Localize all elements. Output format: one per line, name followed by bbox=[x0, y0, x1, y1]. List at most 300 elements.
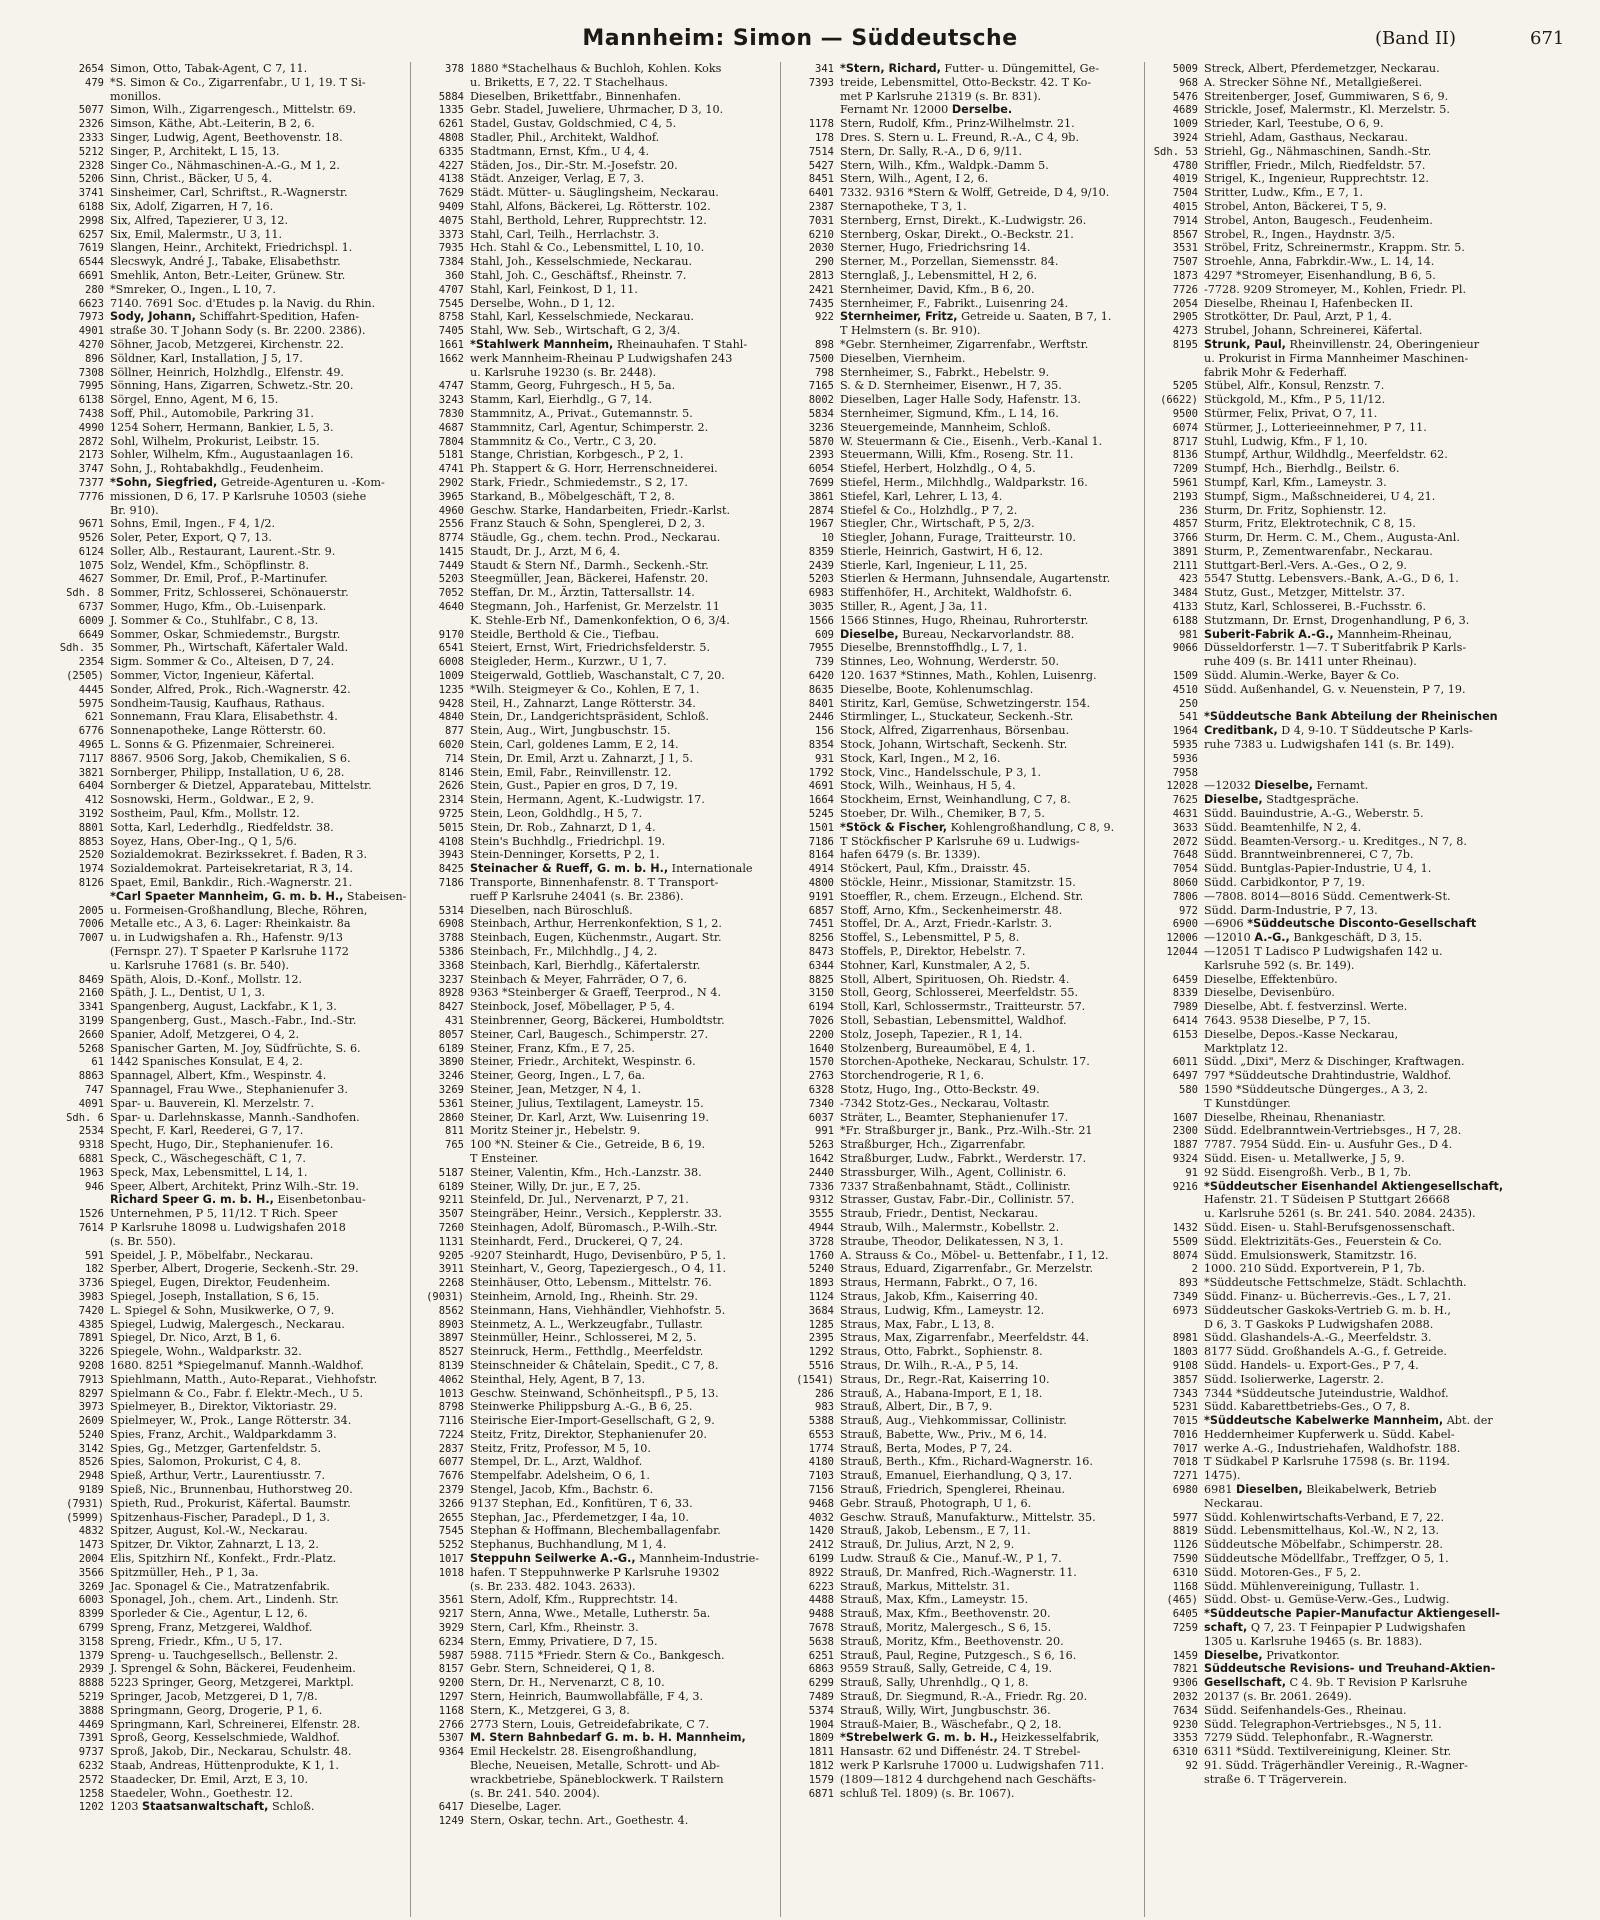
phone-number: 981 bbox=[1179, 628, 1198, 641]
directory-entry bbox=[52, 1414, 408, 1428]
directory-entry bbox=[52, 1180, 408, 1194]
entry-text: Stierlen & Hermann, Juhnsendale, Augartenstr. bbox=[840, 572, 1111, 586]
bold-entry-name: Süddeutsche Revisions- und Treuhand-Aktien- bbox=[1204, 1662, 1496, 1676]
entry-text: Stahl, Joh. C., Geschäftsf., Rheinstr. 7. bbox=[470, 268, 687, 282]
directory-entry bbox=[52, 1249, 408, 1263]
directory-entry bbox=[412, 1731, 778, 1745]
phone-number: 7891 bbox=[78, 1332, 104, 1345]
entry-text: Sonnemann, Frau Klara, Elisabethstr. 4. bbox=[110, 710, 338, 724]
directory-entry bbox=[1146, 1442, 1600, 1456]
entry-text: T Kunstdünger. bbox=[1204, 1096, 1291, 1110]
entry-text: Dieselbe, Abt. f. festverzinsl. Werte. bbox=[1204, 1000, 1408, 1014]
phone-number: 6335 bbox=[438, 145, 464, 158]
phone-number: 2173 bbox=[78, 449, 104, 462]
entry-text: Stoffel, Dr. A., Arzt, Friedr.-Karlstr. 3. bbox=[840, 917, 1053, 931]
bold-entry-name: *Süddeutsche Disconto-Gesellschaft bbox=[1247, 917, 1477, 931]
entry-text: *Strebelwerk G. m. b. H., Heizkesselfabrik, bbox=[840, 1731, 1100, 1745]
entry-text: Spitzer, Dr. Viktor, Zahnarzt, L 13, 2. bbox=[110, 1538, 319, 1552]
phone-number: 12006 bbox=[1166, 932, 1198, 945]
directory-entry bbox=[52, 641, 408, 655]
entry-text: —12032 Dieselbe, Fernamt. bbox=[1204, 779, 1369, 793]
directory-entry bbox=[52, 366, 408, 380]
directory-entry bbox=[782, 1621, 1142, 1635]
directory-entry bbox=[412, 807, 778, 821]
directory-entry bbox=[412, 1566, 778, 1580]
entry-text: Spangenberg, August, Lackfabr., K 1, 3. bbox=[110, 1000, 337, 1014]
phone-number: 4270 bbox=[78, 338, 104, 351]
entry-text: Stierle, Karl, Ingenieur, L 11, 25. bbox=[840, 558, 1028, 572]
directory-entry bbox=[412, 1318, 778, 1332]
entry-text: Sporleder & Cie., Agentur, L 12, 6. bbox=[110, 1607, 308, 1621]
phone-number: 8774 bbox=[438, 532, 464, 545]
directory-entry bbox=[412, 1400, 778, 1414]
phone-number: 7006 bbox=[78, 918, 104, 931]
directory-entry bbox=[782, 1538, 1142, 1552]
directory-entry bbox=[52, 1593, 408, 1607]
phone-number: 7186 bbox=[808, 835, 834, 848]
directory-entry bbox=[782, 835, 1142, 849]
directory-entry bbox=[412, 1235, 778, 1249]
entry-text: 5547 Stuttg. Lebensvers.-Bank, A.-G., D 6, 1. bbox=[1204, 572, 1459, 586]
phone-number: 1566 bbox=[808, 614, 834, 627]
phone-number: 4133 bbox=[1172, 601, 1198, 614]
directory-entry bbox=[782, 490, 1142, 504]
directory-entry bbox=[412, 1014, 778, 1028]
phone-number: 8928 bbox=[438, 987, 464, 1000]
phone-number: 1607 bbox=[1172, 1111, 1198, 1124]
directory-entry bbox=[782, 1000, 1142, 1014]
phone-number: 8354 bbox=[808, 739, 834, 752]
phone-number: 3158 bbox=[78, 1635, 104, 1648]
entry-text: Strauß, Berth., Kfm., Richard-Wagnerstr. 16. bbox=[840, 1455, 1093, 1469]
directory-entry bbox=[412, 1290, 778, 1304]
entry-text: Stückgold, M., Kfm., P 5, 11/12. bbox=[1204, 393, 1386, 407]
phone-number: 8635 bbox=[808, 683, 834, 696]
entry-text: Sostheim, Paul, Kfm., Mollstr. 12. bbox=[110, 807, 300, 821]
directory-entry bbox=[782, 310, 1142, 324]
entry-text: Spitzer, August, Kol.-W., Neckarau. bbox=[110, 1524, 308, 1538]
directory-entry bbox=[1146, 283, 1600, 297]
directory-entry bbox=[52, 1387, 408, 1401]
phone-number: 6299 bbox=[808, 1677, 834, 1690]
directory-entry bbox=[52, 1069, 408, 1083]
directory-entry bbox=[782, 586, 1142, 600]
directory-entry bbox=[782, 1124, 1142, 1138]
entry-text: Sommer, Victor, Ingenieur, Käfertal. bbox=[110, 669, 315, 683]
entry-text: Dieselbe, Boote, Kohlenumschlag. bbox=[840, 682, 1034, 696]
directory-entry bbox=[52, 1718, 408, 1732]
phone-number: 7913 bbox=[78, 1373, 104, 1386]
phone-number: 7377 bbox=[78, 476, 104, 489]
phone-number: 2440 bbox=[808, 1166, 834, 1179]
directory-entry bbox=[1146, 669, 1600, 683]
phone-number: 5205 bbox=[1172, 380, 1198, 393]
entry-text: Sturm, P., Zementwarenfabr., Neckarau. bbox=[1204, 544, 1433, 558]
entry-text: Stadler, Phil., Architekt, Waldhof. bbox=[470, 130, 660, 144]
phone-number: 609 bbox=[815, 628, 834, 641]
entry-text: Stadel, Gustav, Goldschmied, C 4, 5. bbox=[470, 117, 677, 131]
phone-number: 2412 bbox=[808, 1539, 834, 1552]
phone-number: 8981 bbox=[1172, 1332, 1198, 1345]
entry-text: Stern, Heinrich, Baumwollabfälle, F 4, 3. bbox=[470, 1690, 704, 1704]
phone-number: 5015 bbox=[438, 821, 464, 834]
phone-number: 541 bbox=[1179, 711, 1198, 724]
directory-entry bbox=[1146, 1538, 1600, 1552]
directory-entry bbox=[412, 600, 778, 614]
directory-entry bbox=[1146, 200, 1600, 214]
phone-number: 9324 bbox=[1172, 1152, 1198, 1165]
phone-number: 5509 bbox=[1172, 1235, 1198, 1248]
directory-entry bbox=[782, 738, 1142, 752]
phone-number: 3911 bbox=[438, 1263, 464, 1276]
directory-entry bbox=[1146, 1773, 1600, 1787]
phone-number: 4944 bbox=[808, 1221, 834, 1234]
phone-number: 1803 bbox=[1172, 1346, 1198, 1359]
entry-text: Sinsheimer, Carl, Schriftst., R.-Wagnerstr. bbox=[110, 186, 348, 200]
entry-text: Düsseldorferstr. 1—7. T Suberitfabrik P Karls- bbox=[1204, 641, 1467, 655]
entry-text: Straus, Otto, Fabrkt., Sophienstr. 8. bbox=[840, 1345, 1043, 1359]
entry-text: *Sohn, Siegfried, Getreide-Agenturen u. -Kom- bbox=[110, 475, 385, 489]
directory-entry bbox=[1146, 1483, 1600, 1497]
directory-entry bbox=[782, 76, 1142, 90]
entry-text: Stein, Emil, Fabr., Reinvillenstr. 12. bbox=[470, 765, 672, 779]
entry-text: Stahl, Berthold, Lehrer, Rupprechtstr. 12. bbox=[470, 213, 707, 227]
entry-text: -7728. 9209 Stromeyer, M., Kohlen, Friedr. Pl. bbox=[1204, 282, 1467, 296]
directory-entry bbox=[782, 1055, 1142, 1069]
directory-entry bbox=[1146, 131, 1600, 145]
phone-number: 1459 bbox=[1172, 1649, 1198, 1662]
entry-text: Singer Co., Nähmaschinen-A.-G., M 1, 2. bbox=[110, 158, 340, 172]
directory-entry bbox=[782, 614, 1142, 628]
directory-entry bbox=[1146, 1124, 1600, 1138]
phone-number: 9312 bbox=[808, 1194, 834, 1207]
directory-entry bbox=[782, 1414, 1142, 1428]
entry-text bbox=[1204, 1607, 1500, 1620]
directory-entry bbox=[412, 1262, 778, 1276]
directory-entry bbox=[412, 628, 778, 642]
entry-text: Specht, Hugo, Dir., Stephanienufer. 16. bbox=[110, 1138, 334, 1152]
directory-entry bbox=[782, 379, 1142, 393]
entry-text: Soyez, Hans, Ober-Ing., Q 1, 5/6. bbox=[110, 834, 297, 848]
directory-entry bbox=[52, 407, 408, 421]
phone-number: 898 bbox=[815, 338, 834, 351]
bold-entry-name: Dieselben, bbox=[1236, 1483, 1303, 1497]
entry-text: Springmann, Georg, Drogerie, P 1, 6. bbox=[110, 1703, 323, 1717]
directory-entry bbox=[782, 1083, 1142, 1097]
phone-number: 423 bbox=[1179, 573, 1198, 586]
directory-entry bbox=[52, 793, 408, 807]
phone-number: 6020 bbox=[438, 739, 464, 752]
entry-text: Spangenberg, Gust., Masch.-Fabr., Ind.-Str. bbox=[110, 1013, 357, 1027]
phone-number: 4800 bbox=[808, 877, 834, 890]
phone-number: 5374 bbox=[808, 1704, 834, 1717]
directory-entry bbox=[412, 1359, 778, 1373]
entry-text: 92 Südd. Eisengroßh. Verb., B 1, 7b. bbox=[1204, 1165, 1412, 1179]
entry-text: Südd. Isolierwerke, Lagerstr. 2. bbox=[1204, 1372, 1384, 1386]
phone-number: 3507 bbox=[438, 1208, 464, 1221]
phone-number: 8399 bbox=[78, 1608, 104, 1621]
phone-number: 7914 bbox=[1172, 214, 1198, 227]
entry-text: Steiner, Friedr., Architekt, Wespinstr. 6. bbox=[470, 1055, 696, 1069]
phone-number: 1570 bbox=[808, 1056, 834, 1069]
entry-text: Straus, Ludwig, Kfm., Lameystr. 12. bbox=[840, 1303, 1045, 1317]
directory-entry bbox=[52, 835, 408, 849]
phone-number: 8425 bbox=[438, 863, 464, 876]
directory-entry bbox=[52, 1207, 408, 1221]
directory-entry bbox=[1146, 1097, 1600, 1111]
directory-entry bbox=[782, 1635, 1142, 1649]
phone-number: 6649 bbox=[78, 628, 104, 641]
directory-entry bbox=[52, 90, 408, 104]
entry-text: Söllner, Heinrich, Holzhdlg., Elfenstr. 49. bbox=[110, 365, 344, 379]
entry-text: Südd. „Dixi", Merz & Dischinger, Kraftwagen. bbox=[1204, 1055, 1465, 1069]
entry-text: 7332. 9316 *Stern & Wolff, Getreide, D 4, 9/10. bbox=[840, 186, 1110, 200]
phone-number: (6622) bbox=[1160, 394, 1198, 407]
entry-text: Solz, Wendel, Kfm., Schöpflinstr. 8. bbox=[110, 558, 310, 572]
phone-number: 7514 bbox=[808, 145, 834, 158]
entry-text: 8867. 9506 Sorg, Jakob, Chemikalien, S 6. bbox=[110, 751, 351, 765]
entry-text: Stempel, Dr. L., Arzt, Waldhof. bbox=[470, 1455, 643, 1469]
entry-text: Creditbank, D 4, 9-10. T Süddeutsche P Karls- bbox=[1204, 724, 1473, 738]
phone-number: 6189 bbox=[438, 1180, 464, 1193]
phone-number: 5975 bbox=[78, 697, 104, 710]
phone-number: 9211 bbox=[438, 1194, 464, 1207]
bold-entry-name: Dieselbe, bbox=[1204, 1648, 1263, 1662]
entry-text: Stohner, Karl, Kunstmaler, A 2, 5. bbox=[840, 958, 1031, 972]
phone-number: 8819 bbox=[1172, 1525, 1198, 1538]
directory-entry bbox=[52, 476, 408, 490]
phone-number: 1432 bbox=[1172, 1221, 1198, 1234]
phone-number: 6973 bbox=[1172, 1304, 1198, 1317]
directory-entry bbox=[1146, 1718, 1600, 1732]
directory-entry bbox=[782, 103, 1142, 117]
directory-entry bbox=[52, 1649, 408, 1663]
directory-entry bbox=[412, 1276, 778, 1290]
entry-text: Sommer, Dr. Emil, Prof., P.-Martinufer. bbox=[110, 572, 328, 586]
entry-text: Dieselbe, Devisenbüro. bbox=[1204, 986, 1335, 1000]
directory-entry bbox=[1146, 407, 1600, 421]
directory-entry bbox=[782, 435, 1142, 449]
directory-entry bbox=[1146, 1207, 1600, 1221]
phone-number: 621 bbox=[85, 711, 104, 724]
directory-entry bbox=[1146, 959, 1600, 973]
directory-entry bbox=[1146, 614, 1600, 628]
phone-number: 1662 bbox=[438, 352, 464, 365]
entry-text: Sterner, M., Porzellan, Siemensstr. 84. bbox=[840, 255, 1059, 269]
directory-entry bbox=[782, 793, 1142, 807]
phone-number: 765 bbox=[445, 1139, 464, 1152]
entry-text: 1305 u. Karlsruhe 19465 (s. Br. 1883). bbox=[1204, 1634, 1423, 1648]
entry-text: Strasser, Gustav, Fabr.-Dir., Collinistr. 57. bbox=[840, 1193, 1075, 1207]
entry-text: (s. Br. 241. 540. 2004). bbox=[470, 1786, 600, 1800]
phone-number: 8853 bbox=[78, 835, 104, 848]
directory-entry bbox=[1146, 1373, 1600, 1387]
phone-number: 2395 bbox=[808, 1332, 834, 1345]
entry-text: Sohler, Wilhelm, Kfm., Augustaanlagen 16. bbox=[110, 448, 354, 462]
phone-number: 1642 bbox=[808, 1152, 834, 1165]
entry-text: Dieselbe, Brennstoffhdlg., L 7, 1. bbox=[840, 641, 1028, 655]
entry-text: S. & D. Sternheimer, Eisenwr., H 7, 35. bbox=[840, 379, 1062, 393]
directory-entry bbox=[782, 1745, 1142, 1759]
phone-number: 6077 bbox=[438, 1456, 464, 1469]
phone-number: 4832 bbox=[78, 1525, 104, 1538]
phone-number: 9409 bbox=[438, 200, 464, 213]
directory-entry bbox=[1146, 145, 1600, 159]
directory-entry bbox=[52, 393, 408, 407]
phone-number: 4180 bbox=[808, 1456, 834, 1469]
entry-text: 4297 *Stromeyer, Eisenhandlung, B 6, 5. bbox=[1204, 268, 1436, 282]
directory-entry bbox=[52, 103, 408, 117]
phone-number: 6210 bbox=[808, 228, 834, 241]
entry-text: *Fr. Straßburger jr., Bank., Prz.-Wilh.-Str. 21 bbox=[840, 1124, 1093, 1138]
phone-number: 6737 bbox=[78, 601, 104, 614]
phone-number: 2200 bbox=[808, 1028, 834, 1041]
directory-entry bbox=[52, 131, 408, 145]
entry-text: Stahl, Ww. Seb., Wirtschaft, G 2, 3/4. bbox=[470, 324, 681, 338]
phone-number: 9364 bbox=[438, 1746, 464, 1759]
entry-text: Speck, Max, Lebensmittel, L 14, 1. bbox=[110, 1165, 308, 1179]
phone-number: 4990 bbox=[78, 421, 104, 434]
phone-number: 1075 bbox=[78, 559, 104, 572]
entry-text: Stock, Karl, Ingen., M 2, 16. bbox=[840, 751, 1001, 765]
phone-number: 7438 bbox=[78, 407, 104, 420]
directory-entry bbox=[782, 1428, 1142, 1442]
entry-text: Speer, Albert, Architekt, Prinz Wilh.-Str. 19. bbox=[110, 1179, 359, 1193]
phone-number: 182 bbox=[85, 1263, 104, 1276]
directory-entry bbox=[412, 559, 778, 573]
entry-text: Sternheimer, Fritz, Getreide u. Saaten, B 7, 1. bbox=[840, 310, 1112, 324]
entry-text: Straube, Theodor, Delikatessen, N 3, 1. bbox=[840, 1234, 1064, 1248]
bold-entry-name: Dieselbe, bbox=[1204, 793, 1263, 807]
entry-text: Steegmüller, Jean, Bäckerei, Hafenstr. 20. bbox=[470, 572, 709, 586]
entry-text: Speidel, J. P., Möbelfabr., Neckarau. bbox=[110, 1248, 314, 1262]
directory-entry bbox=[782, 186, 1142, 200]
directory-entry bbox=[782, 62, 1142, 76]
entry-text: *Carl Spaeter Mannheim, G. m. b. H., Stabeisen- bbox=[110, 889, 407, 903]
directory-entry bbox=[52, 959, 408, 973]
entry-text: 5988. 7115 *Friedr. Stern & Co., Bankgesch. bbox=[470, 1648, 725, 1662]
entry-text: Sozialdemokrat. Parteisekretariat, R 3, 14. bbox=[110, 862, 353, 876]
directory-entry bbox=[782, 393, 1142, 407]
phone-number: 1792 bbox=[808, 766, 834, 779]
phone-number: 5203 bbox=[808, 573, 834, 586]
phone-number: 1526 bbox=[78, 1208, 104, 1221]
entry-text: Stern, Wilh., Kfm., Waldpk.-Damm 5. bbox=[840, 158, 1049, 172]
phone-number: 2160 bbox=[78, 987, 104, 1000]
entry-text: *Gebr. Sternheimer, Zigarrenfabr., Werftstr. bbox=[840, 337, 1089, 351]
directory-entry bbox=[412, 366, 778, 380]
entry-text: Striehl, Gg., Nähmaschinen, Sandh.-Str. bbox=[1204, 144, 1432, 158]
directory-entry bbox=[412, 490, 778, 504]
directory-entry bbox=[52, 1028, 408, 1042]
directory-column-2 bbox=[412, 62, 778, 1828]
phone-number: 6497 bbox=[1172, 1070, 1198, 1083]
directory-entry bbox=[782, 1400, 1142, 1414]
entry-text: Strauß, Max, Kfm., Beethovenstr. 20. bbox=[840, 1607, 1051, 1621]
directory-entry bbox=[52, 504, 408, 518]
phone-number: 4108 bbox=[438, 835, 464, 848]
phone-number: 6011 bbox=[1172, 1056, 1198, 1069]
phone-number: 6908 bbox=[438, 918, 464, 931]
directory-entry bbox=[52, 614, 408, 628]
directory-entry bbox=[52, 517, 408, 531]
entry-text: Strauß, Max, Kfm., Lameystr. 15. bbox=[840, 1593, 1029, 1607]
phone-number: 2655 bbox=[438, 1511, 464, 1524]
directory-entry bbox=[52, 752, 408, 766]
directory-entry bbox=[1146, 1428, 1600, 1442]
directory-entry bbox=[1146, 1580, 1600, 1594]
entry-text: 1442 Spanisches Konsulat, E 4, 2. bbox=[110, 1055, 303, 1069]
phone-number: 1893 bbox=[808, 1277, 834, 1290]
phone-number: 591 bbox=[85, 1249, 104, 1262]
phone-number: 1873 bbox=[1172, 269, 1198, 282]
entry-text: Specht, F. Karl, Reederei, G 7, 17. bbox=[110, 1124, 304, 1138]
entry-text: A. Strauss & Co., Möbel- u. Bettenfabr., I 1, 12. bbox=[840, 1248, 1109, 1262]
phone-number: 9318 bbox=[78, 1139, 104, 1152]
bold-entry-name: *Strebelwerk G. m. b. H., bbox=[840, 1731, 998, 1745]
directory-entry bbox=[52, 297, 408, 311]
directory-entry bbox=[52, 1000, 408, 1014]
entry-text: Südd. Beamtenhilfe, N 2, 4. bbox=[1204, 820, 1362, 834]
phone-number: 5977 bbox=[1172, 1511, 1198, 1524]
entry-text: Südd. Bauindustrie, A.-G., Weberstr. 5. bbox=[1204, 807, 1424, 821]
phone-number: 6188 bbox=[1172, 614, 1198, 627]
phone-number: 7018 bbox=[1172, 1456, 1198, 1469]
phone-number: 1017 bbox=[438, 1553, 464, 1566]
directory-entry bbox=[412, 283, 778, 297]
entry-text: Südd. Buntglas-Papier-Industrie, U 4, 1. bbox=[1204, 862, 1432, 876]
entry-text: Steinhardt, Ferd., Druckerei, Q 7, 24. bbox=[470, 1234, 684, 1248]
directory-entry bbox=[52, 172, 408, 186]
entry-text: Sornberger, Philipp, Installation, U 6, 28. bbox=[110, 765, 345, 779]
phone-number: 5427 bbox=[808, 159, 834, 172]
directory-entry bbox=[1146, 1345, 1600, 1359]
entry-text: Strauß, A., Habana-Import, E 1, 18. bbox=[840, 1386, 1043, 1400]
phone-number: 3353 bbox=[1172, 1732, 1198, 1745]
directory-entry bbox=[1146, 1704, 1600, 1718]
entry-text: Steiner, Julius, Textilagent, Lameystr. 15. bbox=[470, 1096, 704, 1110]
entry-text: Strotkötter, Dr. Paul, Arzt, P 1, 4. bbox=[1204, 310, 1392, 324]
phone-number: 9737 bbox=[78, 1746, 104, 1759]
column-divider bbox=[780, 62, 781, 1917]
directory-entry bbox=[52, 1138, 408, 1152]
entry-text: Gebr. Stern, Schneiderei, Q 1, 8. bbox=[470, 1662, 656, 1676]
directory-entry bbox=[1146, 835, 1600, 849]
directory-entry bbox=[52, 379, 408, 393]
directory-entry bbox=[782, 1262, 1142, 1276]
phone-number: 8157 bbox=[438, 1663, 464, 1676]
entry-text: Spies, Gg., Metzger, Gartenfeldstr. 5. bbox=[110, 1441, 322, 1455]
phone-number: 2998 bbox=[78, 214, 104, 227]
entry-text: Dres. S. Stern u. L. Freund, R.-A., C 4, 9b. bbox=[840, 130, 1080, 144]
phone-number: 290 bbox=[815, 256, 834, 269]
directory-entry bbox=[782, 159, 1142, 173]
entry-text: Springmann, Karl, Schreinerei, Elfenstr. 28. bbox=[110, 1717, 361, 1731]
entry-text: Südd. Eisen- u. Metallwerke, J 5, 9. bbox=[1204, 1151, 1405, 1165]
bold-entry-name: Creditbank, bbox=[1204, 724, 1278, 738]
phone-number: 7116 bbox=[438, 1415, 464, 1428]
phone-number: 3243 bbox=[438, 394, 464, 407]
entry-text: Südd. Alumin.-Werke, Bayer & Co. bbox=[1204, 669, 1400, 683]
phone-number: 1774 bbox=[808, 1442, 834, 1455]
phone-number: 1297 bbox=[438, 1691, 464, 1704]
phone-number: 1509 bbox=[1172, 670, 1198, 683]
directory-entry bbox=[412, 462, 778, 476]
bold-entry-name: *Stern, Richard, bbox=[840, 62, 941, 75]
phone-number: 9217 bbox=[438, 1608, 464, 1621]
phone-number: 7259 bbox=[1172, 1622, 1198, 1635]
entry-text: Spar- u. Darlehnskasse, Mannh.-Sandhofen. bbox=[110, 1110, 360, 1124]
